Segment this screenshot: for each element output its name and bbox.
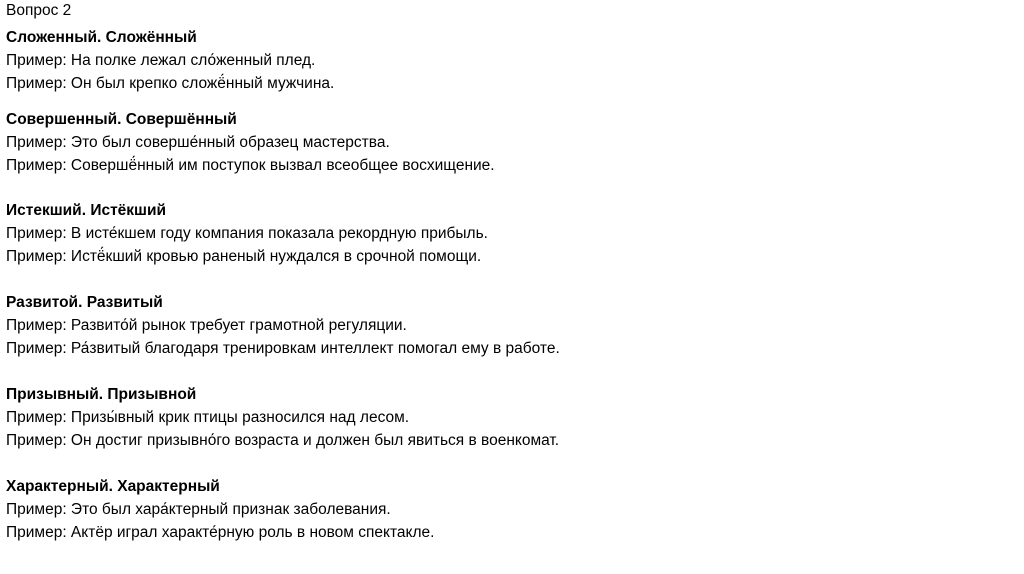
section-heading: Призывный. Призывной — [6, 386, 197, 403]
page-title: Вопрос 2 — [6, 2, 72, 19]
section-heading: Характерный. Характерный — [6, 478, 220, 495]
section-heading: Совершенный. Совершённый — [6, 111, 237, 128]
section-kharakternyi — [6, 475, 434, 544]
example-line: Пример: Актёр играл характе́рную роль в новом спектакле. — [6, 524, 435, 541]
example-line: Пример: Совершё́нный им поступок вызвал всеобщее восхищение. — [6, 157, 495, 174]
example-line: Пример: Призы́вный крик птицы разносился над лесом. — [6, 409, 410, 426]
example-line: Пример: Это был хара́ктерный признак заболевания. — [6, 501, 391, 518]
section-sovershennyi — [6, 108, 495, 177]
example-line: Пример: В исте́кшем году компания показала рекордную прибыль. — [6, 225, 488, 242]
section-prizyvnyi — [6, 383, 559, 452]
example-line: Пример: Истё́кший кровью раненый нуждался в срочной помощи. — [6, 248, 482, 265]
section-heading: Развитой. Развитый — [6, 294, 163, 311]
example-line: Пример: Развито́й рынок требует грамотной регуляции. — [6, 317, 407, 334]
example-line: Пример: Ра́звитый благодаря тренировкам интеллект помогал ему в работе. — [6, 340, 560, 357]
section-heading: Сложенный. Сложённый — [6, 29, 197, 46]
example-line: Пример: На полке лежал сло́женный плед. — [6, 52, 316, 69]
example-line: Пример: Он был крепко сложё́нный мужчина. — [6, 75, 335, 92]
example-line: Пример: Это был соверше́нный образец мастерства. — [6, 134, 390, 151]
section-istekshii — [6, 199, 488, 268]
section-slozhennyi — [6, 26, 334, 95]
section-heading: Истекший. Истёкший — [6, 202, 167, 219]
example-line: Пример: Он достиг призывно́го возраста и должен был явиться в военкомат. — [6, 432, 560, 449]
section-razvitoi — [6, 291, 560, 360]
